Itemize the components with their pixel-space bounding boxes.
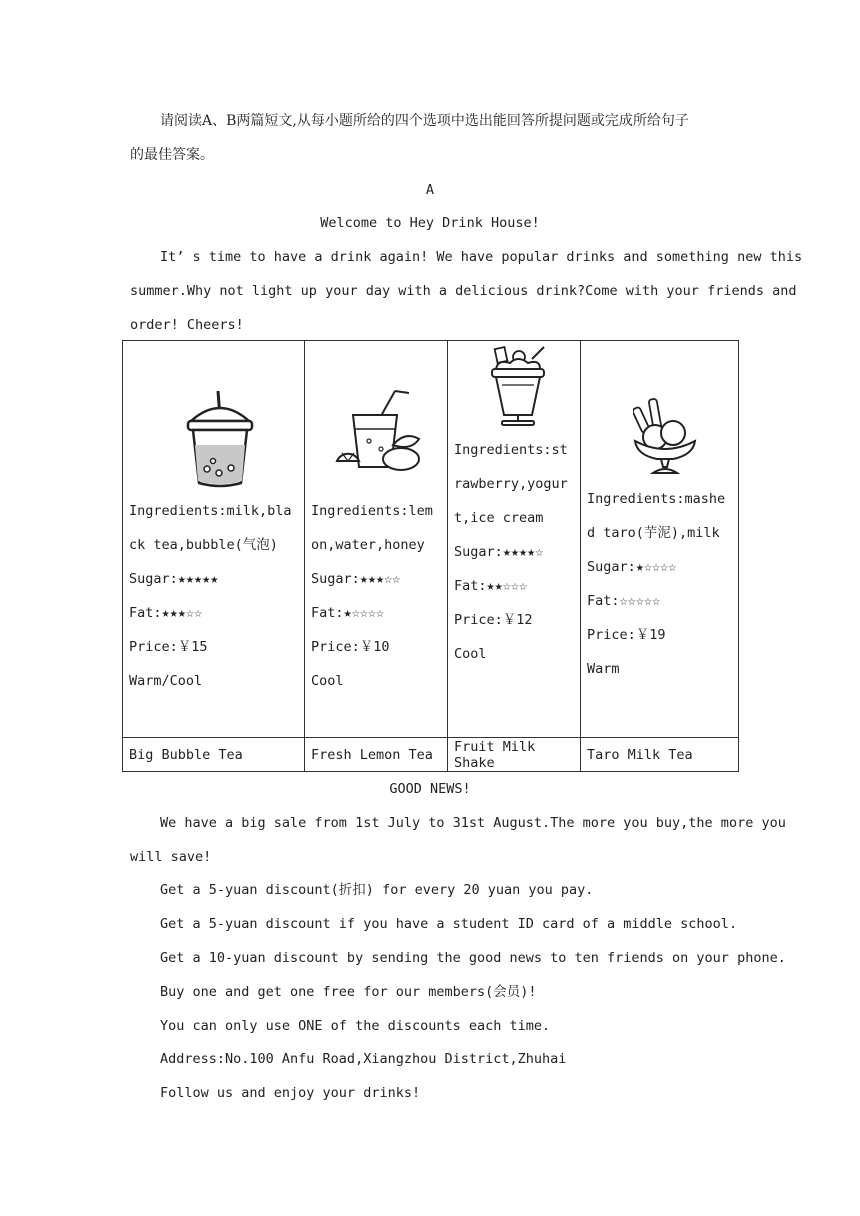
ingredients-text: Ingredients:strawberry,yogurt,ice cream (454, 442, 568, 526)
drink-info-4 (587, 482, 732, 686)
ingredients-text: Ingredients:mashed taro(芋泥),milk (587, 491, 726, 541)
drink-name-1: Big Bubble Tea (123, 738, 305, 772)
sugar-rating: Sugar:★★★★★ (129, 571, 219, 587)
intro-line-1: It’ s time to have a drink again! We have popular drinks and something new this (160, 249, 803, 265)
news-line: We have a big sale from 1st July to 31st August.The more you buy,the more you (160, 815, 786, 831)
temperature-text: Cool (311, 673, 344, 689)
ingredients-text: Ingredients:lemon,water,honey (311, 503, 433, 553)
drink-name-3: Fruit Milk Shake (448, 738, 581, 772)
drink-cell-3 (448, 341, 581, 738)
news-line: Follow us and enjoy your drinks! (160, 1085, 421, 1101)
drink-info-3 (454, 433, 574, 671)
sugar-rating: Sugar:★★★★☆ (454, 544, 544, 560)
drink-info-2 (311, 494, 441, 698)
temperature-text: Warm (587, 661, 620, 677)
fat-rating: Fat:★★★☆☆ (129, 605, 203, 621)
instructions-line-1: 请阅读A、B两篇短文,从每小题所给的四个选项中选出能回答所提问题或完成所给句子 (160, 113, 689, 129)
fat-rating: Fat:★☆☆☆☆ (311, 605, 385, 621)
news-line: Get a 5-yuan discount if you have a student ID card of a middle school. (160, 916, 738, 932)
section-label: A (425, 182, 435, 198)
instructions-line-2: 的最佳答案。 (130, 147, 214, 163)
drink-cell-4 (581, 341, 739, 738)
fat-rating: Fat:★★☆☆☆ (454, 578, 528, 594)
sugar-rating: Sugar:★★★☆☆ (311, 571, 401, 587)
lemon-drink-glass-icon (333, 387, 423, 475)
price-text: Price:￥12 (454, 612, 533, 628)
sugar-rating: Sugar:★☆☆☆☆ (587, 559, 677, 575)
price-text: Price:￥15 (129, 639, 208, 655)
fat-rating: Fat:☆☆☆☆☆ (587, 593, 661, 609)
ice-cream-sundae-icon (633, 397, 697, 475)
news-line: Buy one and get one free for our members(会员)! (160, 984, 537, 1000)
price-text: Price:￥19 (587, 627, 666, 643)
bubble-tea-cup-icon (185, 389, 255, 489)
drink-info-1 (129, 494, 298, 698)
news-line: You can only use ONE of the discounts each time. (160, 1018, 551, 1034)
address-line: Address:No.100 Anfu Road,Xiangzhou District,Zhuhai (160, 1051, 567, 1067)
milkshake-glass-icon (488, 345, 548, 427)
price-text: Price:￥10 (311, 639, 390, 655)
ad-title: Welcome to Hey Drink House! (320, 215, 540, 231)
intro-line-2: summer.Why not light up your day with a delicious drink?Come with your friends and (130, 283, 797, 299)
news-title: GOOD NEWS! (389, 781, 471, 797)
drink-cell-1 (123, 341, 305, 738)
temperature-text: Warm/Cool (129, 673, 203, 689)
news-line: Get a 5-yuan discount(折扣) for every 20 yuan you pay. (160, 882, 594, 898)
drink-menu-table (122, 340, 739, 772)
news-line: will save! (130, 849, 212, 865)
temperature-text: Cool (454, 646, 487, 662)
ingredients-text: Ingredients:milk,black tea,bubble(气泡) (129, 503, 292, 553)
news-line: Get a 10-yuan discount by sending the good news to ten friends on your phone. (160, 950, 786, 966)
drink-name-2: Fresh Lemon Tea (305, 738, 448, 772)
drink-name-4: Taro Milk Tea (581, 738, 739, 772)
intro-line-3: order! Cheers! (130, 317, 244, 333)
drink-cell-2 (305, 341, 448, 738)
